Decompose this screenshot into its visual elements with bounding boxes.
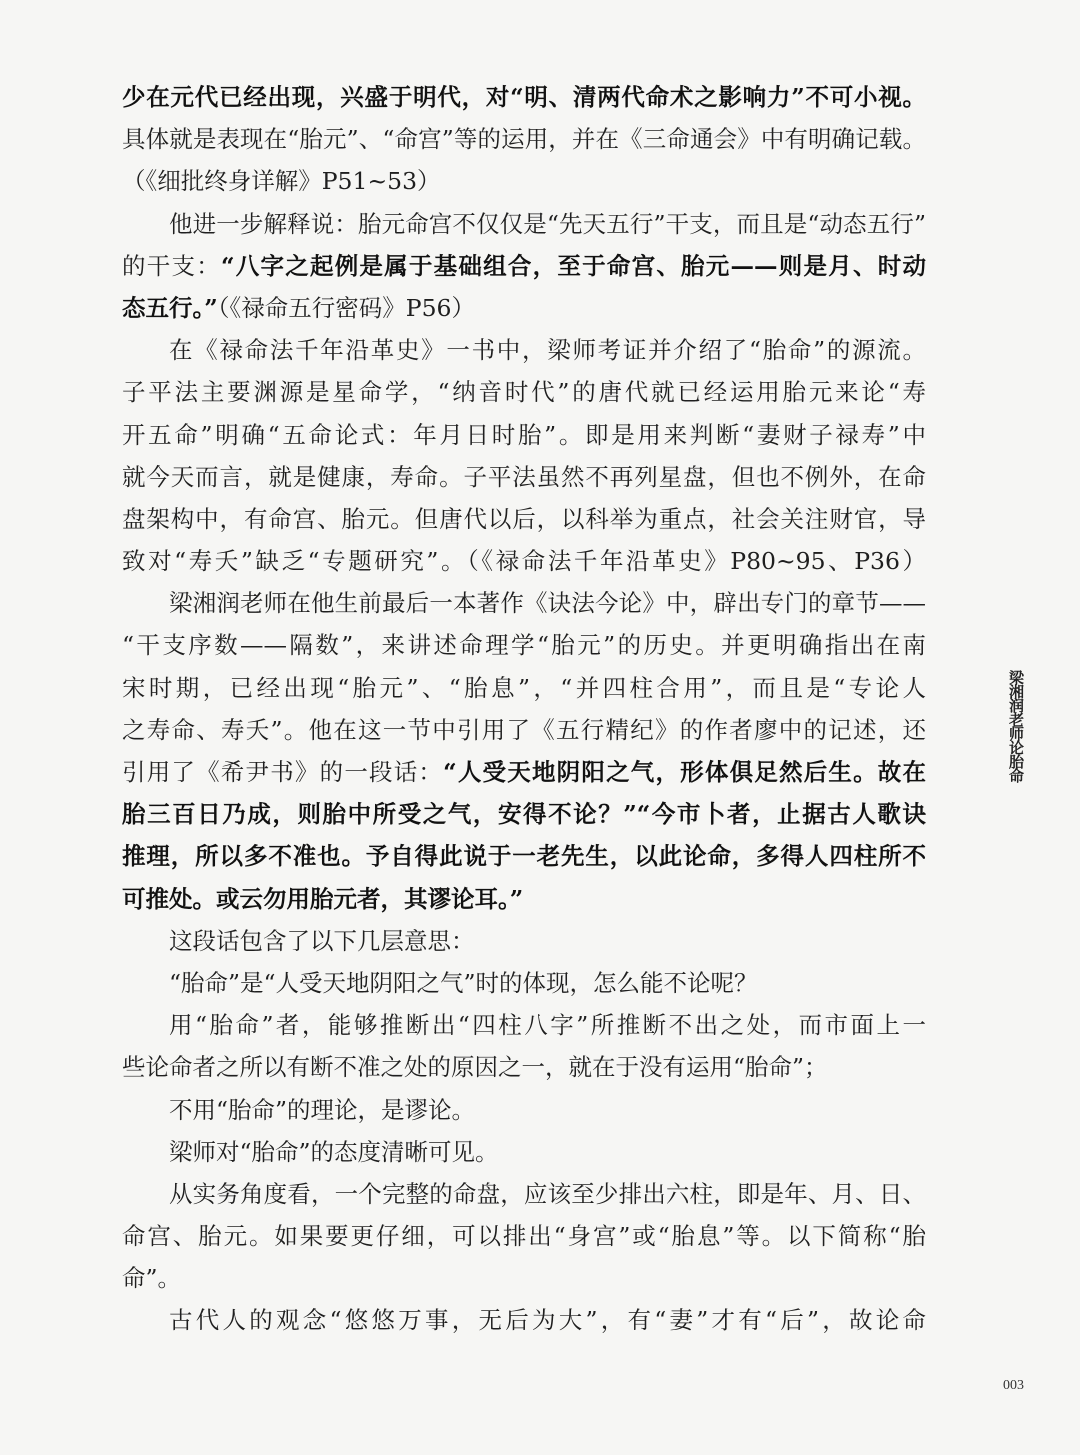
text-line [122,793,926,835]
text-line [122,1215,926,1257]
text-segment: 梁师对“胎命”的态度清晰可见。 [169,1137,499,1166]
text-segment: 致对“寿夭”缺乏“专题研究”。（《禄命法千年沿革史》P80~95、P36） [122,547,926,576]
text-segment: （《禄命五行密码》P56） [217,293,475,322]
text-segment: 古代人的观念“悠悠万事，无后为大”，有“妻”才有“后”，故论命 [169,1306,926,1335]
text-segment: 开五命”明确“五命论式：年月日时胎”。即是用来判断“妻财子禄寿”中 [122,420,926,449]
text-line [122,456,926,498]
text-line [122,1046,926,1088]
text-line [122,118,926,160]
text-line [122,709,926,751]
text-segment: 具体就是表现在“胎元”、“命宫”等的运用，并在《三命通会》中有明确记载。 [122,125,926,154]
text-line [122,920,926,962]
running-header-vertical: 梁湘润老师论胎命 [1007,670,1025,782]
text-segment: 在《禄命法千年沿革史》一书中，梁师考证并介绍了“胎命”的源流。 [169,336,926,365]
text-line [122,160,926,202]
text-segment: 子平法主要渊源是星命学，“纳音时代”的唐代就已经运用胎元来论“寿 [122,378,926,407]
text-segment: 宋时期，已经出现“胎元”、“胎息”，“并四柱合用”，而且是“专论人 [122,673,926,702]
text-line [122,1089,926,1131]
text-segment: 用“胎命”者，能够推断出“四柱八字”所推断不出之处，而市面上一 [169,1011,926,1040]
text-segment: 命”。 [122,1264,182,1293]
text-segment: 些论命者之所以有断不准之处的原因之一，就在于没有运用“胎命”； [122,1053,828,1082]
text-line [122,667,926,709]
text-line [122,76,926,118]
text-line [122,751,926,793]
bold-quote-text: 少在元代已经出现，兴盛于明代，对“明、清两代命术之影响力”不可小视。 [122,83,926,111]
text-segment: “干支序数——隔数”，来讲述命理学“胎元”的历史。并更明确指出在南 [122,631,926,660]
text-segment: 引用了《希尹书》的一段话： [122,758,444,786]
text-segment: 这段话包含了以下几层意思： [169,926,475,955]
text-line [122,624,926,666]
bold-quote-text: “八字之起例是属于基础组合，至于命宫、胎元——则是月、时动 [220,251,926,280]
text-line [122,203,926,245]
text-segment: 就今天而言，就是健康，寿命。子平法虽然不再列星盘，但也不例外，在命 [122,462,926,491]
text-line [122,498,926,540]
body-text [122,76,926,1342]
text-segment: 不用“胎命”的理论，是谬论。 [169,1095,476,1124]
text-line [122,245,926,287]
text-line [122,1004,926,1046]
text-line [122,835,926,877]
bold-quote-text: 推理，所以多不准也。予自得此说于一老先生，以此论命，多得人四柱所不 [122,842,926,871]
text-segment: 命宫、胎元。如果要更仔细，可以排出“身宫”或“胎息”等。以下简称“胎 [122,1222,926,1251]
text-line [122,414,926,456]
text-line [122,329,926,371]
text-line [122,1257,926,1299]
text-line [122,582,926,624]
text-segment: 梁湘润老师在他生前最后一本著作《诀法今论》中，辟出专门的章节—— [169,589,926,618]
text-line [122,1131,926,1173]
text-segment: 他进一步解释说：胎元命宫不仅仅是“先天五行”干支，而且是“动态五行” [169,209,926,238]
page-number: 003 [1003,1378,1024,1393]
text-line [122,1173,926,1215]
text-segment: 的干支： [122,251,221,280]
text-line [122,878,926,920]
text-line [122,1299,926,1341]
text-segment: （《细批终身详解》P51~53） [122,167,441,196]
text-line [122,287,926,329]
text-segment: 之寿命、寿夭”。他在这一节中引用了《五行精纪》的作者廖中的记述，还 [122,715,926,744]
text-line [122,962,926,1004]
text-line [122,540,926,582]
bold-quote-text: “人受天地阴阳之气，形体俱足然后生。故在 [443,758,926,786]
bold-quote-text: 胎三百日乃成，则胎中所受之气，安得不论？”“今市卜者，止据古人歌诀 [122,800,926,829]
bold-quote-text: 可推处。或云勿用胎元者，其谬论耳。” [122,884,524,913]
text-segment: 盘架构中，有命宫、胎元。但唐代以后，以科举为重点，社会关注财官，导 [122,504,926,533]
text-line [122,371,926,413]
bold-quote-text: 态五行。” [122,293,218,322]
text-segment: 从实务角度看，一个完整的命盘，应该至少排出六柱，即是年、月、日、 [169,1179,926,1208]
text-segment: “胎命”是“人受天地阴阳之气”时的体现，怎么能不论呢？ [169,968,758,997]
